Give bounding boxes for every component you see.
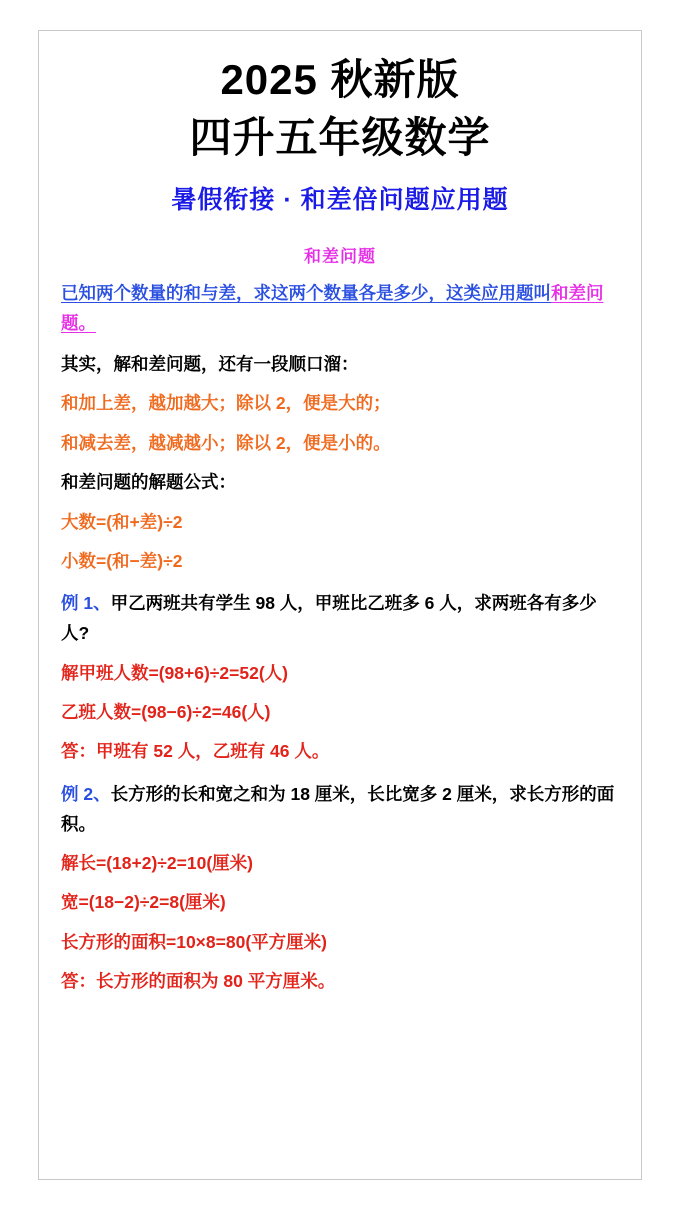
example-2-answer: 答：长方形的面积为 80 平方厘米。 bbox=[61, 971, 336, 992]
page-title-line-2: 四升五年级数学 bbox=[189, 113, 491, 161]
rhyme-line-2: 和减去差，越减越小；除以 2，便是小的。 bbox=[61, 432, 391, 453]
definition-paragraph bbox=[61, 278, 619, 338]
example-1-label: 例 1、 bbox=[61, 593, 111, 614]
page-title-line-1: 2025 秋新版 bbox=[220, 56, 460, 103]
example-2-question: 长方形的长和宽之和为 18 厘米，长比宽多 2 厘米，求长方形的面积。 bbox=[61, 783, 615, 834]
worksheet-content bbox=[39, 31, 641, 1006]
example-1-solution-line-2: 乙班人数=(98−6)÷2=46(人) bbox=[61, 701, 271, 722]
intro-line: 其实，解和差问题，还有一段顺口溜： bbox=[61, 354, 359, 375]
formula-small-number: 小数=(和−差)÷2 bbox=[61, 550, 183, 571]
example-1 bbox=[61, 588, 619, 648]
example-1-question: 甲乙两班共有学生 98 人，甲班比乙班多 6 人，求两班各有多少人? bbox=[61, 593, 597, 644]
example-2-solution-line-3: 长方形的面积=10×8=80(平方厘米) bbox=[61, 931, 327, 952]
example-1-answer: 答：甲班有 52 人，乙班有 46 人。 bbox=[61, 741, 330, 762]
definition-part-2: 题叫 bbox=[516, 283, 551, 304]
example-2 bbox=[61, 779, 619, 839]
definition-part-3: 和差问题。 bbox=[61, 283, 604, 334]
formula-heading: 和差问题的解题公式： bbox=[61, 472, 236, 493]
worksheet-sheet bbox=[38, 30, 642, 1180]
example-1-solution-line-1: 解甲班人数=(98+6)÷2=52(人) bbox=[61, 662, 288, 683]
rhyme-line-1: 和加上差，越加越大；除以 2，便是大的； bbox=[61, 393, 391, 414]
definition-part-1: 已知两个数量的和与差，求这两个数量各是多少，这类应用 bbox=[61, 283, 516, 304]
example-2-label: 例 2、 bbox=[61, 783, 111, 804]
page-subtitle: 暑假衔接 · 和差倍问题应用题 bbox=[171, 186, 509, 215]
section-heading: 和差问题 bbox=[304, 247, 376, 267]
formula-large-number: 大数=(和+差)÷2 bbox=[61, 511, 183, 532]
example-2-solution-line-2: 宽=(18−2)÷2=8(厘米) bbox=[61, 892, 226, 913]
example-2-solution-line-1: 解长=(18+2)÷2=10(厘米) bbox=[61, 852, 253, 873]
